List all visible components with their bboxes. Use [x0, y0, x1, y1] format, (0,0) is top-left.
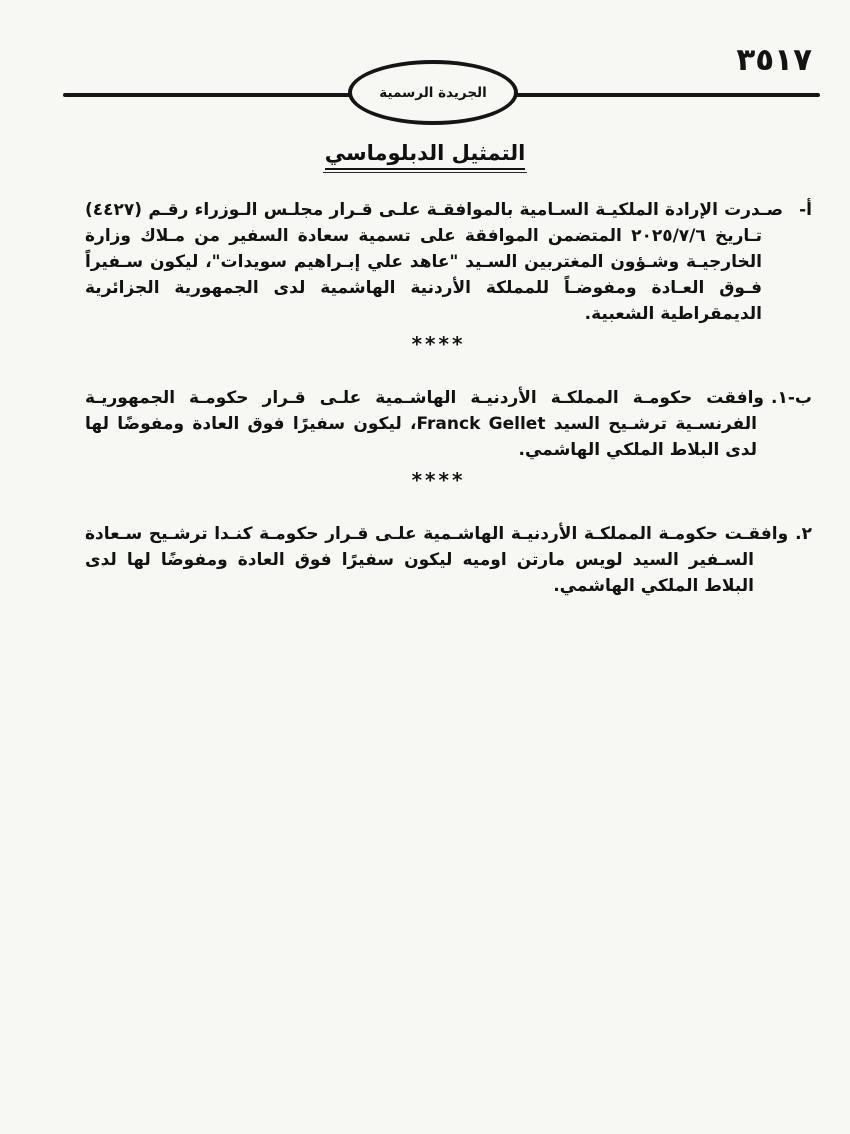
section-title-text: التمثيل الدبلوماسي: [325, 141, 526, 170]
paragraph-text: وافقـت حكومـة المملكـة الأردنيـة الهاشـمية علـى قـرار حكومـة كنـدا ترشـيح سـعادة السـفير السيد لويس مارتن اوميه ليكون سفيرًا فوق العادة ومفوضًا لها لدى البلاط الملكي الهاشمي.: [85, 524, 789, 596]
paragraph-text: صـدرت الإرادة الملكيـة السـامية بالموافقـة علـى قـرار مجلـس الـوزراء رقـم (٤٤٢٧) تـاريخ ٢٠٢٥/٧/٦ المتضمن الموافقة على تسمية سعادة السفير من مـلاك وزارة الخارجيـة وشـؤون المغتربين السـيد "عاهد علي إبـراهيم سويدات"، ليكون سـفيراً فـوق العـادة ومفوضـاً للمملكة الأردنية الهاشمية لدى الجمهورية الجزائرية الديمقراطية الشعبية.: [85, 200, 784, 324]
stars-separator: ****: [411, 332, 466, 356]
paragraph: [85, 385, 812, 463]
masthead-label: الجريدة الرسمية: [379, 84, 487, 101]
paragraph-marker: ب-١.: [771, 388, 812, 408]
paragraph: [85, 197, 812, 327]
paragraph-marker: أ-: [799, 200, 812, 220]
paragraph-text: وافقت حكومـة المملكـة الأردنيـة الهاشـمية علـى قـرار حكومـة الجمهوريـة الفرنسـية ترشـيح السيد Franck Gellet، ليكون سفيرًا فوق العادة ومفوضًا لها لدى البلاط الملكي الهاشمي.: [85, 388, 764, 460]
section-title: [0, 141, 850, 170]
paragraph-marker: ٢.: [795, 524, 812, 544]
paragraph: [85, 521, 812, 599]
masthead-ellipse: [348, 60, 518, 125]
page-number: ٣٥١٧: [736, 42, 812, 78]
page-content: [85, 197, 812, 599]
stars-separator: ****: [411, 468, 466, 492]
